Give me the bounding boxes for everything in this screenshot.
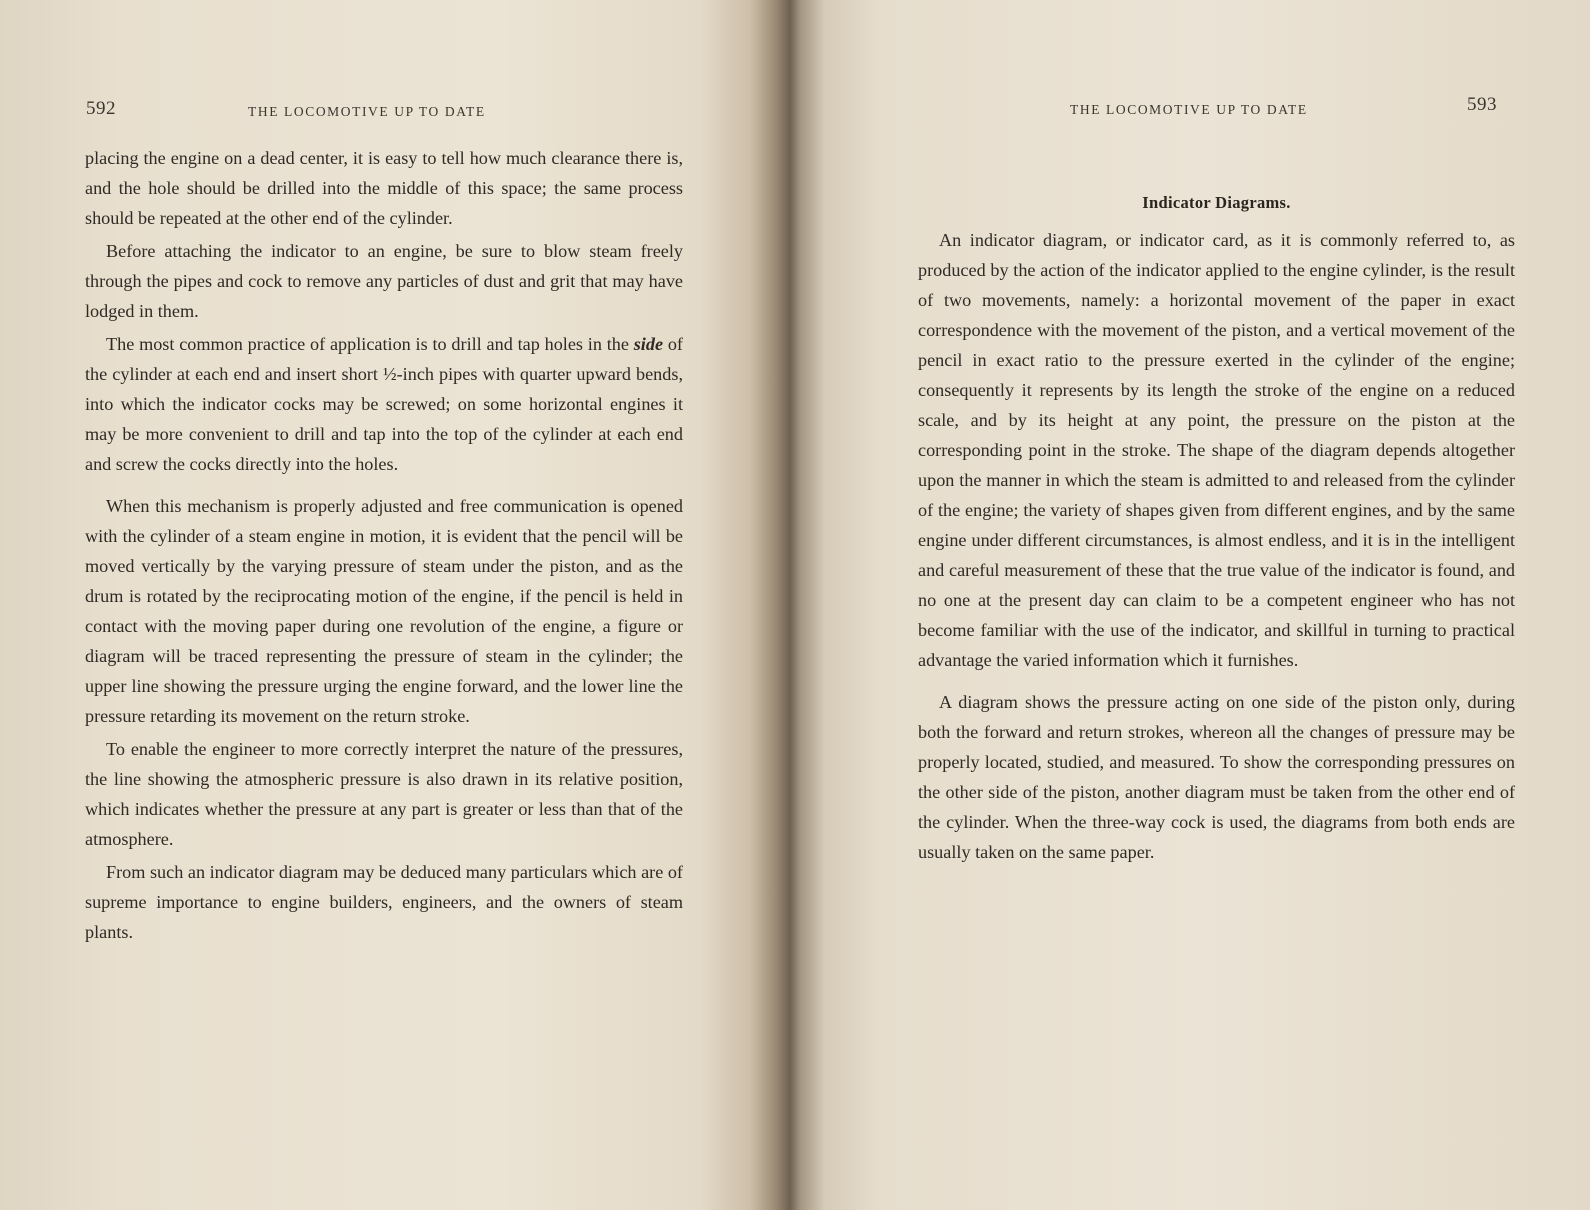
paragraph: An indicator diagram, or indicator card, as it is commonly referred to, as produced by the action of the indicator applied to the engine cylinder, is the result of two movements, namely: a horizontal movement of the paper in exact correspondence with the movement of the piston, and a vertical movement of the pencil in exact ratio to the pressure exerted in the cylinder of the engine; consequently it represents by its length the stroke of the engine on a reduced scale, and by its height at any point, the pressure on the piston at the corresponding point in the stroke. The shape of the diagram depends altogether upon the manner in which the steam is admitted to and released from the cylinder of the engine; the variety of shapes given from different engines, and by the same engine under different circumstances, is almost endless, and it is in the intelligent and careful measurement of these that the true value of the indicator is found, and no one at the present day can claim to be a competent engineer who has not become familiar with the use of the indicator, and skillful in turning to practical advantage the varied information which it furnishes.: [918, 230, 1515, 670]
paragraph: When this mechanism is properly adjusted and free communication is opened with the cylinder of a steam engine in motion, it is evident that the pencil will be moved vertically by the varying pressure of steam under the piston, and as the drum is rotated by the reciprocating motion of the engine, if the pencil is held in contact with the moving paper during one revolution of the engine, a figure or diagram will be traced representing the pressure of steam in the cylinder; the upper line showing the pressure urging the engine forward, and the lower line the pressure retarding its movement on the return stroke.: [85, 496, 683, 726]
right-page-body: [918, 225, 1515, 870]
paragraph-text: The most common practice of application is to drill and tap holes in the: [106, 334, 634, 354]
page-number: 593: [1467, 94, 1497, 115]
left-page-body: [85, 143, 683, 950]
paragraph: From such an indicator diagram may be deduced many particulars which are of supreme importance to engine builders, engineers, and the owners of steam plants.: [85, 862, 683, 942]
running-head: THE LOCOMOTIVE UP TO DATE: [248, 104, 486, 119]
section-heading: Indicator Diagrams.: [1142, 193, 1291, 212]
left-page: [0, 0, 790, 1210]
right-page: [800, 0, 1590, 1210]
running-head: THE LOCOMOTIVE UP TO DATE: [1070, 102, 1308, 117]
paragraph: A diagram shows the pressure acting on one side of the piston only, during both the forward and return strokes, whereon all the changes of pressure may be properly located, studied, and measured. To show the corresponding pressures on the other side of the piston, another diagram must be taken from the other end of the cylinder. When the three-way cock is used, the diagrams from both ends are usually taken on the same paper.: [918, 692, 1515, 862]
paragraph-text: of the cylinder at each end and insert short ½-inch pipes with quarter upward bends, into which the indicator cocks may be screwed; on some horizontal engines it may be more convenient to drill and tap into the top of the cylinder at each end and screw the cocks directly into the holes.: [85, 334, 683, 474]
paragraph: [85, 329, 683, 479]
paragraph: placing the engine on a dead center, it is easy to tell how much clearance there is, and the hole should be drilled into the middle of this space; the same process should be repeated at the other end of the cylinder.: [85, 148, 683, 228]
paragraph: Before attaching the indicator to an engine, be sure to blow steam freely through the pipes and cock to remove any particles of dust and grit that may have lodged in them.: [85, 241, 683, 321]
emphasis-text: side: [633, 334, 664, 354]
paragraph: To enable the engineer to more correctly interpret the nature of the pressures, the line showing the atmospheric pressure is also drawn in its relative position, which indicates whether the pressure at any part is greater or less than that of the atmosphere.: [85, 739, 683, 849]
page-number: 592: [86, 98, 116, 119]
